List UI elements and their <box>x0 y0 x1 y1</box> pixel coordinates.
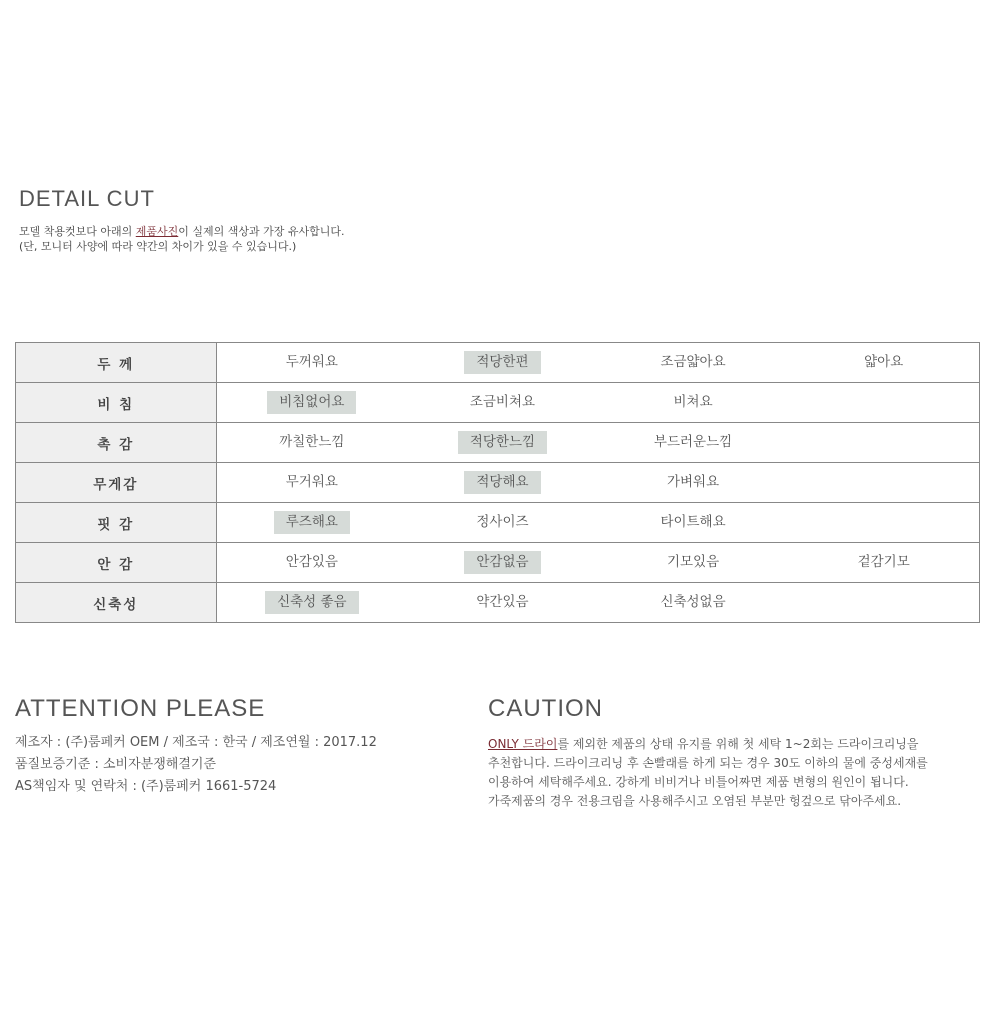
spec-option-cell <box>216 423 407 463</box>
spec-option: 안감있음 <box>285 554 338 570</box>
spec-option-cell <box>598 583 789 623</box>
detail-note-line-2: (단, 모니터 사양에 따라 약간의 차이가 있을 수 있습니다.) <box>19 240 297 253</box>
caution-line: 이용하여 세탁해주세요. 강하게 비비거나 비틀어짜면 제품 변형의 원인이 됩니다. <box>488 775 909 789</box>
caution-line: 가죽제품의 경우 전용크림을 사용해주시고 오염된 부분만 헝겊으로 닦아주세요. <box>488 794 902 808</box>
spec-option-cell <box>788 543 979 583</box>
spec-option: 정사이즈 <box>476 514 529 530</box>
spec-option-selected: 적당한느낌 <box>458 431 547 454</box>
spec-option-cell <box>407 503 598 543</box>
spec-label: 비 침 <box>16 383 217 423</box>
spec-row <box>16 583 980 623</box>
spec-row <box>16 383 980 423</box>
detail-cut-section <box>19 186 345 254</box>
spec-option: 겉감기모 <box>857 554 910 570</box>
spec-row <box>16 503 980 543</box>
spec-option: 신축성없음 <box>660 594 726 610</box>
detail-note-text-after: 이 실제의 색상과 가장 유사합니다. <box>178 225 345 238</box>
caution-line: 추천합니다. 드라이크리닝 후 손빨래를 하게 되는 경우 30도 이하의 물에 중성세재를 <box>488 756 928 770</box>
spec-option: 무거워요 <box>285 474 338 490</box>
spec-option-cell <box>216 543 407 583</box>
spec-option-cell <box>788 463 979 503</box>
spec-option: 부드러운느낌 <box>653 434 733 450</box>
spec-label: 신축성 <box>16 583 217 623</box>
spec-option: 기모있음 <box>666 554 720 570</box>
spec-row <box>16 463 980 503</box>
caution-line <box>488 735 928 754</box>
spec-option-cell <box>216 463 407 503</box>
spec-row <box>16 543 980 583</box>
spec-option-cell <box>598 383 789 423</box>
spec-option: 조금얇아요 <box>660 354 726 370</box>
spec-option-selected: 비침없어요 <box>267 391 356 414</box>
attention-section <box>15 695 377 798</box>
spec-option-cell <box>216 383 407 423</box>
spec-option-selected: 적당해요 <box>464 471 540 494</box>
spec-option-cell <box>407 543 598 583</box>
spec-label: 안 감 <box>16 543 217 583</box>
spec-option: 타이트해요 <box>660 514 726 530</box>
spec-option: 얇아요 <box>864 354 904 370</box>
spec-option-cell <box>788 503 979 543</box>
spec-option-cell <box>598 463 789 503</box>
spec-table <box>15 342 980 623</box>
spec-option-cell <box>407 423 598 463</box>
spec-option-cell <box>788 583 979 623</box>
spec-option: 가벼워요 <box>666 474 720 490</box>
spec-option-cell <box>407 343 598 383</box>
detail-note-line-1 <box>19 224 345 239</box>
detail-note-text-before: 모델 착용컷보다 아래의 <box>19 225 136 238</box>
attention-line: 품질보증기준 : 소비자분쟁해결기준 <box>15 757 217 772</box>
spec-option-cell <box>216 583 407 623</box>
caution-lines <box>488 735 928 811</box>
spec-option-selected: 루즈해요 <box>274 511 350 534</box>
spec-option: 두꺼워요 <box>285 354 338 370</box>
spec-option-cell <box>216 343 407 383</box>
spec-option-cell <box>788 423 979 463</box>
spec-option-cell <box>216 503 407 543</box>
attention-lines <box>15 732 377 798</box>
spec-option-cell <box>788 343 979 383</box>
caution-title: CAUTION <box>488 695 603 722</box>
spec-option-selected: 적당한편 <box>464 351 540 374</box>
spec-option-cell <box>788 383 979 423</box>
spec-option-cell <box>598 423 789 463</box>
product-photo-highlight: 제품사진 <box>135 225 179 238</box>
spec-option-selected: 신축성 좋음 <box>265 591 359 614</box>
spec-row <box>16 423 980 463</box>
caution-section <box>488 695 928 811</box>
spec-label: 촉 감 <box>16 423 217 463</box>
spec-option: 조금비쳐요 <box>469 394 536 410</box>
attention-line: 제조자 : (주)룸페커 OEM / 제조국 : 한국 / 제조연월 : 2017.12 <box>15 735 377 750</box>
spec-option-cell <box>407 463 598 503</box>
spec-option: 비쳐요 <box>673 394 713 410</box>
attention-title: ATTENTION PLEASE <box>15 695 266 722</box>
spec-option-cell <box>598 343 789 383</box>
spec-option-cell <box>407 583 598 623</box>
spec-label: 핏 감 <box>16 503 217 543</box>
detail-cut-title: DETAIL CUT <box>19 186 155 211</box>
spec-option-cell <box>598 503 789 543</box>
spec-option-cell <box>598 543 789 583</box>
spec-row <box>16 343 980 383</box>
spec-option: 약간있음 <box>476 594 529 610</box>
only-dry-highlight: ONLY 드라이 <box>488 737 558 751</box>
caution-line-rest: 를 제외한 제품의 상태 유지를 위해 첫 세탁 1~2회는 드라이크리닝을 <box>557 737 919 751</box>
attention-line: AS책임자 및 연락처 : (주)룸페커 1661-5724 <box>15 779 277 794</box>
spec-option: 까칠한느낌 <box>279 434 345 450</box>
spec-label: 무게감 <box>16 463 217 503</box>
spec-option-selected: 안감없음 <box>464 551 540 574</box>
spec-option-cell <box>407 383 598 423</box>
detail-cut-notes <box>19 224 345 254</box>
spec-label: 두 께 <box>16 343 217 383</box>
